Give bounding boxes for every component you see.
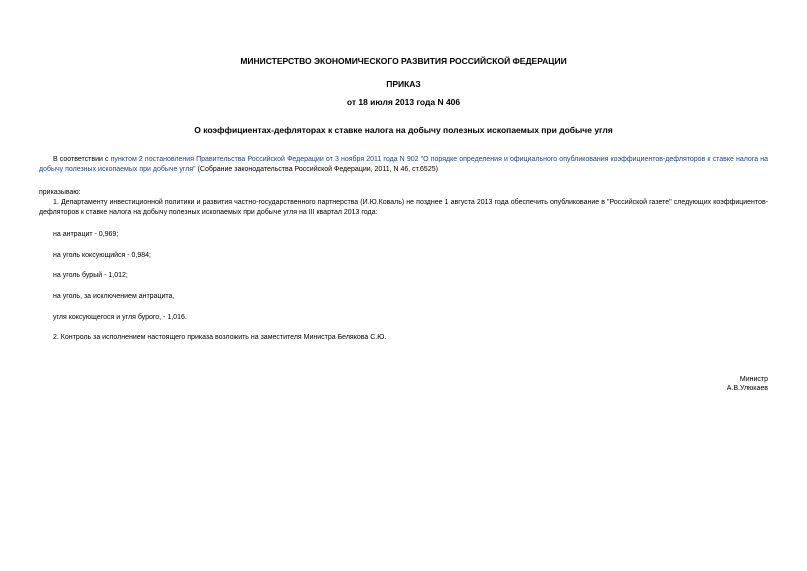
coefficient-brown-coal: на уголь бурый - 1,012; xyxy=(53,272,128,279)
signatory-name: А.В.Улюкаев xyxy=(726,385,768,392)
order-date: от 18 июля 2013 года N 406 xyxy=(346,97,461,107)
item-2-paragraph: 2. Контроль за исполнением настоящего приказа возложить на заместителя Министра Белякова С.Ю. xyxy=(53,334,387,341)
coefficient-other-coal-line2: угля коксующегося и угля бурого, - 1,016. xyxy=(53,314,187,321)
legal-reference-link[interactable]: пунктом 2 постановления Правительства Российской Федерации от 3 ноября 2011 года N 902 "О порядке определения и официального опубликования коэффициентов-дефляторов к ставке налога на добычу полезных ископаемых при добыче угля" xyxy=(39,156,768,173)
coefficient-coking-coal: на уголь коксующийся - 0,984; xyxy=(53,252,151,259)
signatory-title: Министр xyxy=(739,376,768,383)
ministry-name: МИНИСТЕРСТВО ЭКОНОМИЧЕСКОГО РАЗВИТИЯ РОССИЙСКОЙ ФЕДЕРАЦИИ xyxy=(240,56,567,66)
intro-paragraph xyxy=(39,155,768,174)
order-title: О коэффициентах-дефляторах к ставке налога на добычу полезных ископаемых при добыче угля xyxy=(194,125,613,135)
item-1-paragraph: 1. Департаменту инвестиционной политики и развития частно-государственного партнерства (И.Ю.Коваль) не позднее 1 августа 2013 года обеспечить опубликование в "Российской газете" следующих коэффициентов-дефляторов к ставке налога на добычу полезных ископаемых при добыче угля на III квартал 2013 года: xyxy=(39,199,768,216)
coefficient-anthracite: на антрацит - 0,969; xyxy=(53,231,119,238)
order-type: ПРИКАЗ xyxy=(386,79,421,89)
coefficient-other-coal-line1: на уголь, за исключением антрацита, xyxy=(53,293,175,300)
intro-prefix: В соответствии с xyxy=(53,156,111,163)
decree-word: приказываю: xyxy=(39,189,81,196)
intro-suffix: (Собрание законодательства Российской Федерации, 2011, N 46, ст.6525) xyxy=(195,165,438,173)
